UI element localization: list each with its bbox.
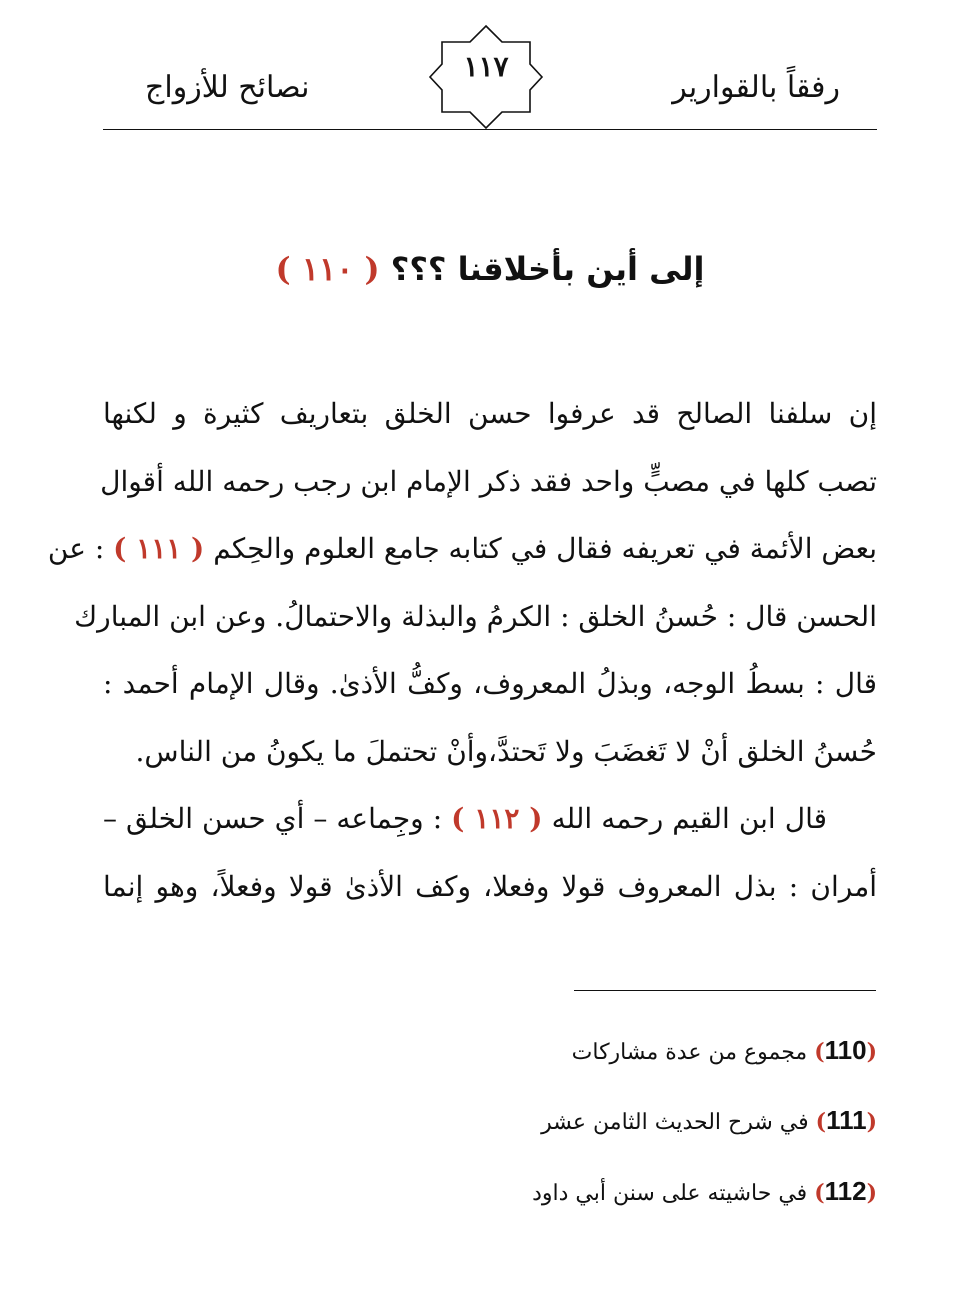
body-line-text: إن سلفنا الصالح قد عرفوا حسن الخلق بتعاريف كثيرة و لكنها [103,397,877,430]
footnote-number: 110 [824,1035,867,1065]
body-line-text: حُسنُ الخلق أنْ لا تَغضَبَ ولا تَحتدَّ،وأنْ تحتملَ ما يكونُ من الناس. [135,734,877,768]
page-number: ١١٧ [463,50,509,83]
footnote-text: في شرح الحديث الثامن عشر [541,1110,809,1135]
body-line [103,380,877,448]
footnote-ref-111[interactable]: ( ١١١ ) [113,532,205,565]
body-line-text: أمران : بذل المعروف قولا وفعلا، وكف الأذىٰ قولا وفعلاً، وهو إنما [103,869,877,903]
chapter-title-text: إلى أين بأخلاقنا ؟؟؟ [390,250,705,288]
body-line [103,853,877,921]
footnote-number: 111 [826,1105,867,1135]
body-line [100,448,877,516]
footnote-text: مجموع من عدة مشاركات [571,1040,808,1065]
body-line-text: : عن [47,532,114,565]
footnote-112 [532,1176,877,1207]
footnote-paren: ) [814,1180,825,1206]
footnote-paren: ( [866,1109,877,1135]
body-line [47,515,877,583]
footnote-number: 112 [824,1176,867,1206]
body-line-text: قال ابن القيم رحمه الله [551,802,827,835]
footnote-paren: ) [814,1039,825,1065]
body-line-text: : وجِماعه – أي حسن الخلق – [103,802,452,835]
body-line [103,650,877,718]
footnote-paren: ( [866,1180,877,1206]
footnote-110 [572,1035,877,1066]
body-line-text: بعض الأئمة في تعريفه فقال في كتابه جامع العلوم والحِكم [213,532,877,565]
footnote-paren: ) [815,1109,827,1135]
footnote-ref-112[interactable]: ( ١١٢ ) [451,802,543,835]
running-title-left: نصائح للأزواج [145,70,310,105]
footnote-111 [541,1105,877,1136]
footnote-divider [574,990,876,991]
body-line [103,785,877,853]
chapter-title [103,250,877,288]
body-line-text: قال : بسطُ الوجه، وبذلُ المعروف، وكفُّ الأذىٰ. وقال الإمام أحمد : [103,667,877,700]
footnote-text: في حاشيته على سنن أبي داود [532,1181,808,1206]
running-title-right: رفقاً بالقوارير [672,70,840,105]
chapter-title-footnote-ref: ( ١١٠ ) [275,250,380,288]
footnote-paren: ( [866,1039,877,1065]
body-text [47,380,877,920]
body-line [103,718,877,786]
header-divider [103,129,877,130]
body-line [74,583,877,651]
body-line-text: تصب كلها في مصبٍّ واحد فقد ذكر الإمام ابن رجب رحمه الله أقوال [100,464,877,498]
body-line-text: الحسن قال : حُسنُ الخلق : الكرمُ والبذلة والاحتمالُ. وعن ابن المبارك [74,599,877,633]
